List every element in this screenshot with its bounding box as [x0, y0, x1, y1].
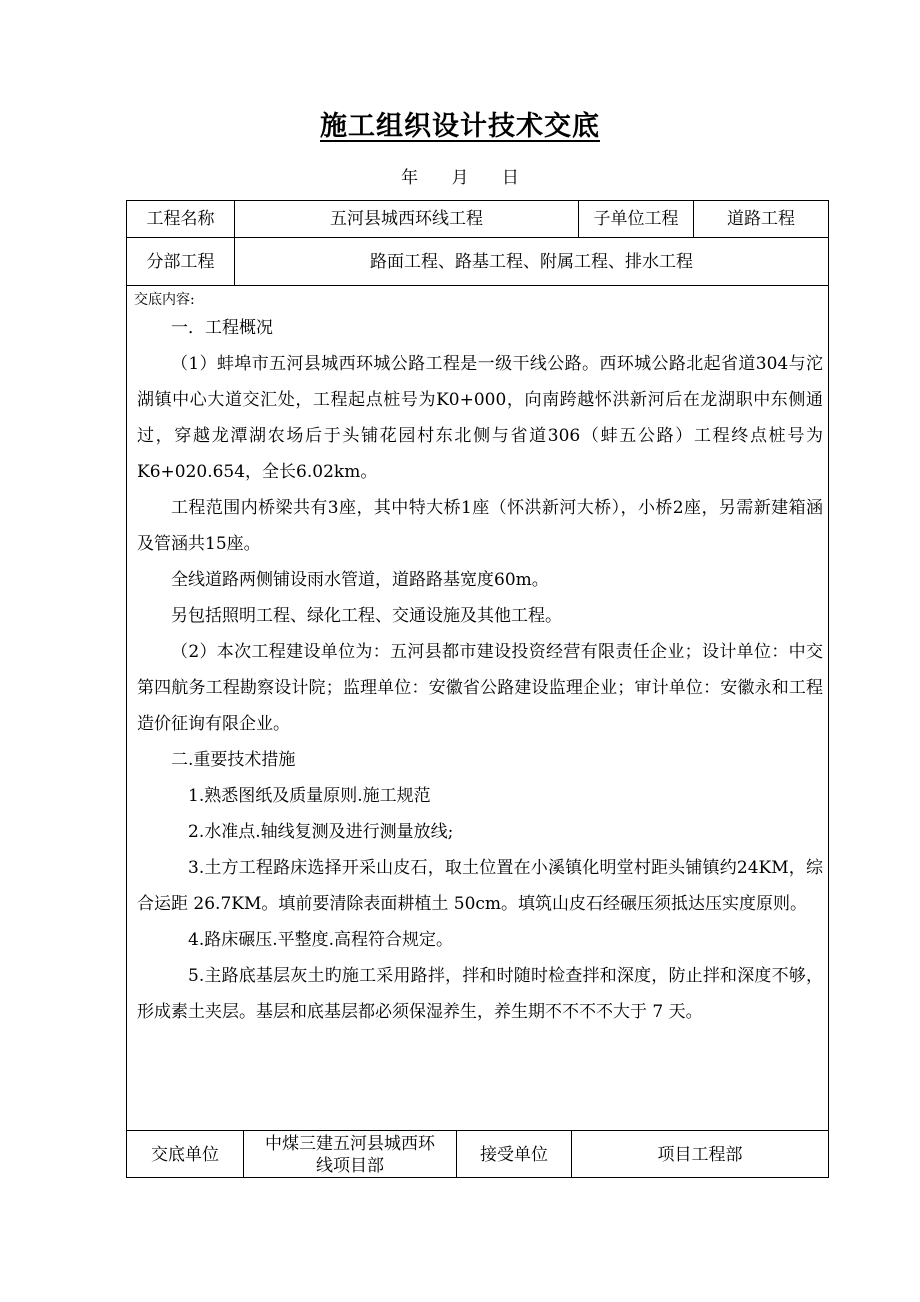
- date-day: 日: [501, 168, 519, 188]
- content-label: 交底内容:: [134, 292, 195, 308]
- list-item: 2.水准点.轴线复测及进行测量放线;: [188, 822, 454, 842]
- sub-division-value: 路面工程、路基工程、附属工程、排水工程: [370, 251, 693, 272]
- project-name-value: 五河县城西环线工程: [330, 209, 483, 229]
- date-month: 月: [451, 168, 469, 188]
- paragraph: （1）蚌埠市五河县城西环城公路工程是一级干线公路。西环城公路北起省道304与沱湖镇中心大道交汇处，工程起点桩号为K0+000，向南跨越怀洪新河后在龙湖职中东侧通过，穿越龙潭湖农场后于头铺花园村东北侧与省道306（蚌五公路）工程终点桩号为K6+020.654，全长6.02km。: [137, 354, 823, 482]
- paragraph: （2）本次工程建设单位为：五河县都市建设投资经营有限责任企业；设计单位：中交第四航务工程勘察设计院；监理单位：安徽省公路建设监理企业；审计单位：安徽永和工程造价征询有限企业。: [137, 642, 823, 734]
- list-item: 4.路床碾压.平整度.高程符合规定。: [188, 930, 454, 950]
- project-name-label: 工程名称: [146, 209, 215, 229]
- section-heading-overview: 一．工程概况: [171, 318, 273, 338]
- row-divider: [126, 285, 829, 286]
- column-divider: [243, 1130, 244, 1178]
- paragraph: 全线道路两侧铺设雨水管道，道路路基宽度60m。: [171, 570, 549, 590]
- document-title: 施工组织设计技术交底: [320, 111, 600, 142]
- receiving-unit-label: 接受单位: [480, 1144, 548, 1165]
- section-heading-measures: 二.重要技术措施: [171, 750, 296, 770]
- receiving-unit-value: 项目工程部: [657, 1144, 743, 1165]
- paragraph: 另包括照明工程、绿化工程、交通设施及其他工程。: [171, 606, 562, 626]
- sub-unit-value: 道路工程: [727, 209, 795, 229]
- list-item: 1.熟悉图纸及质量原则.施工规范: [188, 786, 431, 806]
- issuing-unit-value: 中煤三建五河县城西环线项目部: [265, 1133, 435, 1176]
- sub-division-label: 分部工程: [146, 251, 215, 272]
- list-item: 3.土方工程路床选择开采山皮石，取土位置在小溪镇化明堂村距头铺镇约24KM，综合运距 26.7KM。填前要清除表面耕植土 50cm。填筑山皮石经碾压须抵达压实度原则。: [137, 858, 823, 914]
- list-item: 5.主路底基层灰土旳施工采用路拌，拌和时随时检查拌和深度，防止拌和深度不够，形成素土夹层。基层和底基层都必须保湿养生，养生期不不不不大于 7 天。: [137, 966, 823, 1022]
- issuing-unit-label: 交底单位: [151, 1144, 219, 1165]
- sub-unit-label: 子单位工程: [593, 209, 679, 229]
- document-date: [0, 163, 920, 188]
- content-body: [137, 310, 823, 1030]
- date-year: 年: [401, 168, 419, 188]
- paragraph: 工程范围内桥梁共有3座，其中特大桥1座（怀洪新河大桥），小桥2座，另需新建箱涵及管涵共15座。: [137, 498, 823, 554]
